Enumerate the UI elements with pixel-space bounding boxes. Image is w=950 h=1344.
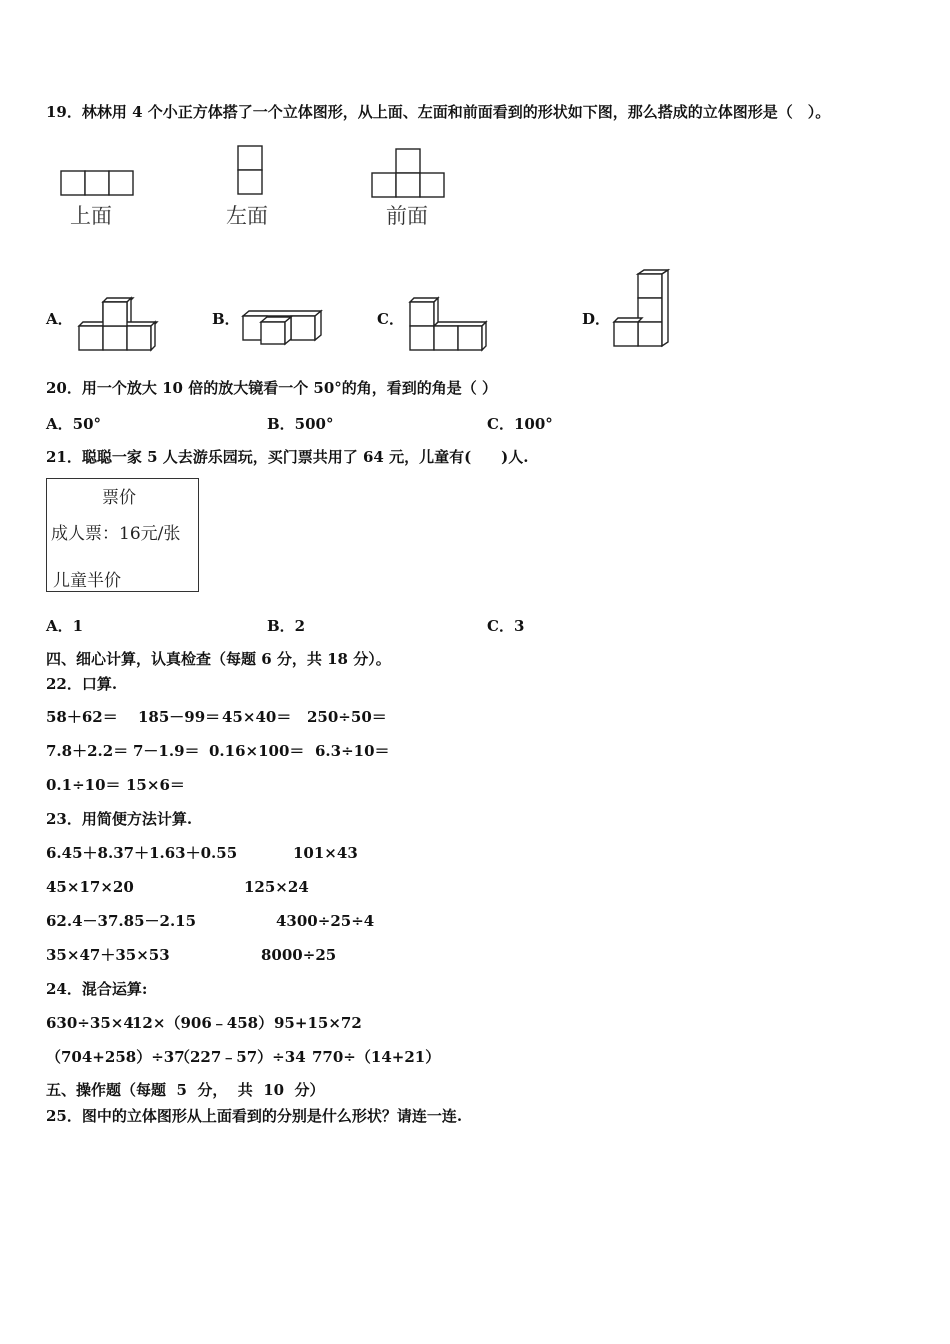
q20-option-c[interactable]: C．100° [487,415,553,433]
q19-option-d[interactable]: D． [582,310,611,328]
q20-stem: 20．用一个放大 10 倍的放大镜看一个 50°的角，看到的角是（ ） [46,379,498,397]
section-5-title: 五、操作题（每题 5 分， 共 10 分） [46,1081,325,1099]
q19-option-a-figure[interactable] [77,296,159,354]
q24-item: 770÷（14+21） [312,1048,441,1066]
left-view-label: 左面 [226,204,268,228]
q24-item: 12×（906﹣458） [132,1014,274,1032]
q23-item: 4300÷25÷4 [276,912,375,930]
q19-option-b[interactable]: B． [212,310,240,328]
ticket-title: 票价 [102,488,136,508]
ticket-child-price: 儿童半价 [53,571,121,591]
q23-item: 8000÷25 [261,946,337,964]
q24-item: 95+15×72 [274,1014,362,1032]
q23-stem: 23．用简便方法计算. [46,810,193,828]
q23-item: 62.4－37.85－2.15 [46,912,197,930]
q22-item: 58＋62＝ [46,708,118,726]
q24-item: （227﹣57）÷34 [175,1048,306,1066]
q24-item: （704+258）÷37 [46,1048,185,1066]
front-view-figure [371,148,447,200]
q19-option-b-figure[interactable] [241,308,325,348]
q23-item: 45×17×20 [46,878,134,896]
q21-option-c[interactable]: C．3 [487,617,525,635]
q21-option-a[interactable]: A．1 [46,617,84,635]
q23-item: 101×43 [293,844,358,862]
q22-item: 0.16×100＝ [209,742,305,760]
q24-item: 630÷35×4 [46,1014,134,1032]
q21-stem: 21．聪聪一家 5 人去游乐园玩，买门票共用了 64 元，儿童有( )人. [46,448,529,466]
q22-item: 7.8＋2.2＝ [46,742,129,760]
front-view-label: 前面 [386,204,428,228]
top-view-figure [60,170,136,196]
q23-item: 125×24 [244,878,309,896]
q19-option-d-figure[interactable] [612,268,672,350]
q23-item: 6.45＋8.37＋1.63＋0.55 [46,844,238,862]
q19-stem: 19．林林用 4 个小正方体搭了一个立体图形，从上面、左面和前面看到的形状如下图，那么搭成的立体图形是（ ）。 [46,103,831,121]
q23-item: 35×47＋35×53 [46,946,170,964]
section-4-title: 四、细心计算，认真检查（每题 6 分，共 18 分）。 [46,650,391,668]
q20-option-b[interactable]: B．500° [267,415,334,433]
q22-item: 7－1.9＝ [133,742,200,760]
q22-item: 250÷50＝ [307,708,387,726]
q22-item: 15×6＝ [126,776,185,794]
q22-item: 0.1÷10＝ [46,776,121,794]
q21-option-b[interactable]: B．2 [267,617,306,635]
q24-stem: 24．混合运算: [46,980,148,998]
q19-option-c[interactable]: C． [377,310,404,328]
q19-option-a[interactable]: A． [46,310,73,328]
q22-item: 185－99＝ [138,708,221,726]
ticket-adult-price: 成人票：16元/张 [51,524,181,544]
q20-option-a[interactable]: A．50° [46,415,102,433]
q22-item: 6.3÷10＝ [315,742,390,760]
ticket-price-box [46,478,199,592]
left-view-figure [237,145,265,197]
q25-stem: 25．图中的立体图形从上面看到的分别是什么形状？请连一连. [46,1107,463,1125]
q22-stem: 22．口算. [46,675,118,693]
q19-option-c-figure[interactable] [408,296,490,354]
top-view-label: 上面 [70,204,112,228]
q22-item: 45×40＝ [222,708,292,726]
